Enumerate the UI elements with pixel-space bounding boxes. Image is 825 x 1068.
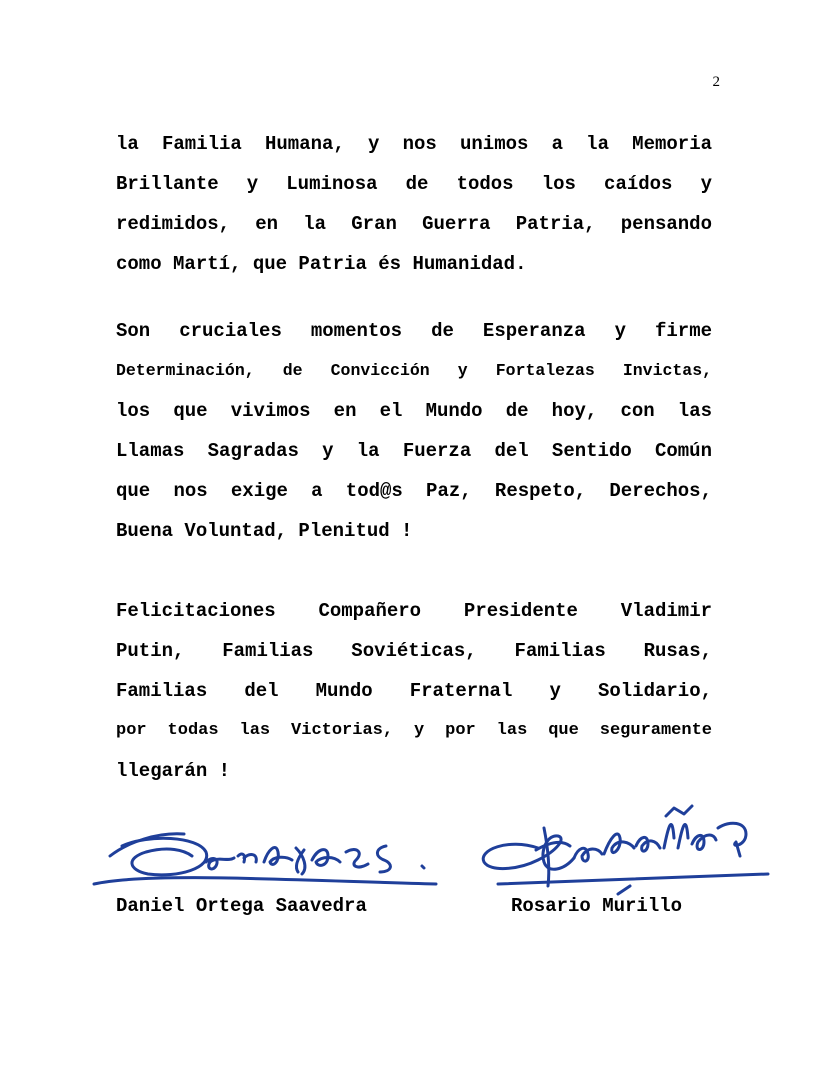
text-line: redimidos, en la Gran Guerra Patria, pensando	[116, 213, 712, 235]
text-line: Determinación, de Convicción y Fortalezas Invictas,	[116, 361, 712, 380]
text-line: por todas las Victorias, y por las que seguramente	[116, 721, 712, 740]
paragraph-memoria	[116, 124, 712, 284]
text-line: Putin, Familias Soviéticas, Familias Rusas,	[116, 640, 712, 662]
text-line: Felicitaciones Compañero Presidente Vladimir	[116, 600, 712, 622]
text-line: Son cruciales momentos de Esperanza y firme	[116, 320, 712, 342]
paragraph-felicitaciones	[116, 591, 712, 791]
text-line: como Martí, que Patria és Humanidad.	[116, 253, 527, 275]
text-line: llegarán !	[116, 760, 231, 782]
paragraph-esperanza	[116, 311, 712, 551]
text-line: que nos exige a tod@s Paz, Respeto, Derechos,	[116, 480, 712, 502]
text-line: Brillante y Luminosa de todos los caídos y	[116, 173, 712, 195]
page-number: 2	[712, 74, 720, 90]
text-line: Familias del Mundo Fraternal y Solidario,	[116, 680, 712, 702]
signature-daniel-ortega	[88, 822, 448, 894]
signer-name-right: Rosario Murillo	[511, 895, 683, 917]
signer-name-left: Daniel Ortega Saavedra	[116, 895, 367, 917]
text-line: Llamas Sagradas y la Fuerza del Sentido Común	[116, 440, 712, 462]
text-line: los que vivimos en el Mundo de hoy, con las	[116, 400, 712, 422]
text-line: Buena Voluntad, Plenitud !	[116, 520, 413, 542]
text-line: la Familia Humana, y nos unimos a la Memoria	[116, 133, 712, 155]
